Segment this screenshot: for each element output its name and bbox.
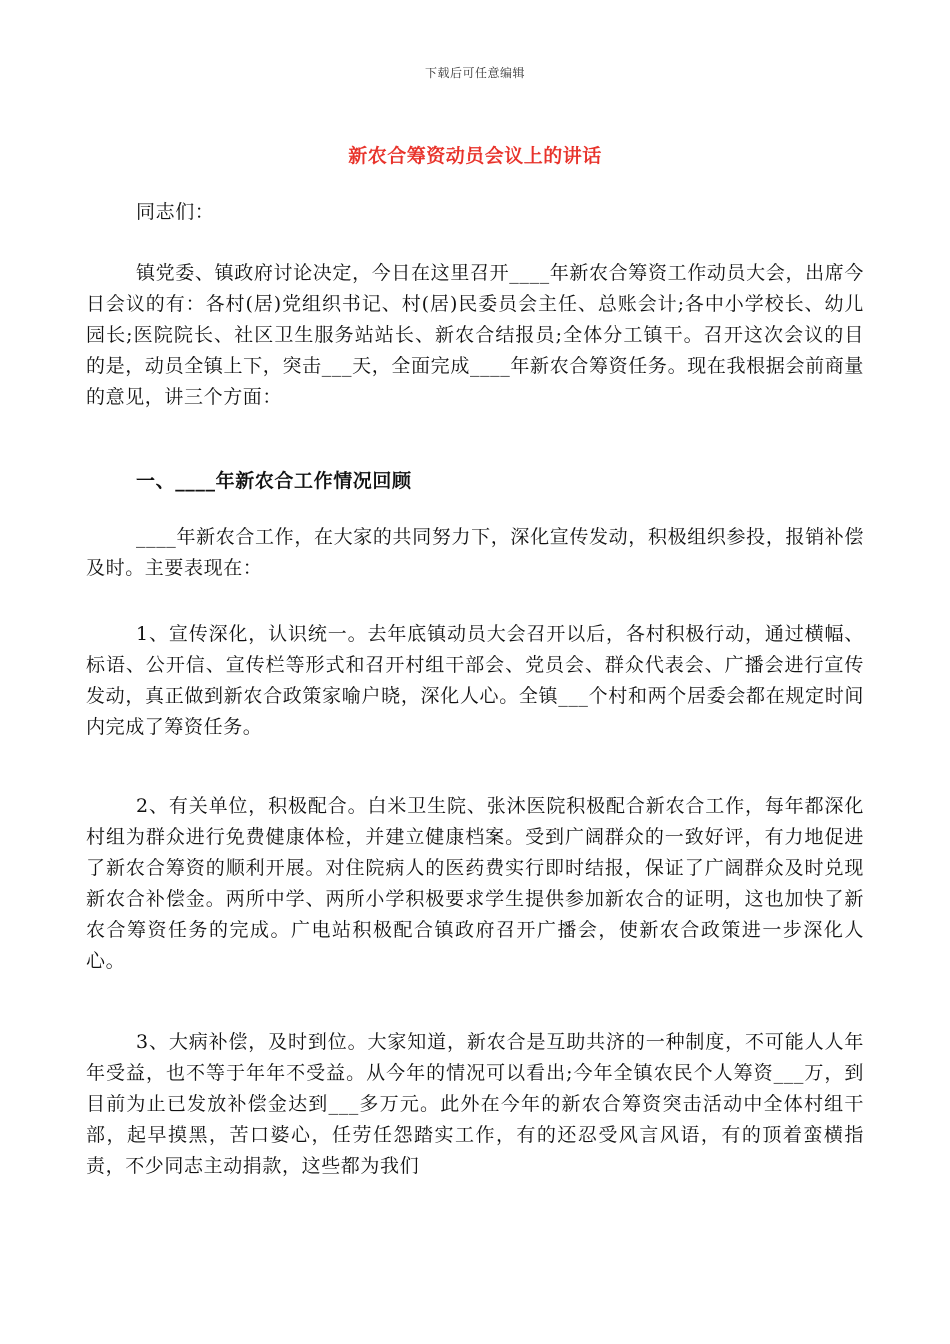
section-heading-1: 一、____年新农合工作情况回顾	[136, 470, 412, 492]
header-note: 下载后可任意编辑	[424, 66, 525, 80]
paragraph-point-1: 1、宣传深化，认识统一。去年底镇动员大会召开以后，各村积极行动，通过横幅、标语、公开信、宣传栏等形式和召开村组干部会、党员会、群众代表会、广播会进行宣传发动，真正做到新农合政策家喻户晓，深化人心。全镇___个村和两个居委会都在规定时间内完成了筹资任务。	[86, 623, 864, 738]
paragraph-review: ____年新农合工作，在大家的共同努力下，深化宣传发动，积极组织参投，报销补偿及时。主要表现在：	[86, 526, 864, 579]
paragraph-point-3: 3、大病补偿，及时到位。大家知道，新农合是互助共济的一种制度，不可能人人年年受益，也不等于年年不受益。从今年的情况可以看出;今年全镇农民个人筹资___万，到目前为止已发放补偿金达到___多万元。此外在今年的新农合筹资突击活动中全体村组干部，起早摸黑，苦口婆心，任劳任怨踏实工作，有的还忍受风言风语，有的顶着蛮横指责，不少同志主动捐款，这些都为我们	[86, 1031, 864, 1177]
greeting: 同志们：	[136, 201, 215, 223]
paragraph-point-2: 2、有关单位，积极配合。白米卫生院、张沐医院积极配合新农合工作，每年都深化村组为群众进行免费健康体检，并建立健康档案。受到广阔群众的一致好评，有力地促进了新农合筹资的顺利开展。对住院病人的医药费实行即时结报，保证了广阔群众及时兑现新农合补偿金。两所中学、两所小学积极要求学生提供参加新农合的证明，这也加快了新农合筹资任务的完成。广电站积极配合镇政府召开广播会，使新农合政策进一步深化人心。	[86, 795, 864, 972]
document-title: 新农合筹资动员会议上的讲话	[348, 145, 602, 167]
paragraph-intro: 镇党委、镇政府讨论决定，今日在这里召开____年新农合筹资工作动员大会，出席今日会议的有：各村(居)党组织书记、村(居)民委员会主任、总账会计;各中小学校长、幼儿园长;医院院长、社区卫生服务站站长、新农合结报员;全体分工镇干。召开这次会议的目的是，动员全镇上下，突击___天，全面完成____年新农合筹资任务。现在我根据会前商量的意见，讲三个方面：	[86, 262, 864, 408]
